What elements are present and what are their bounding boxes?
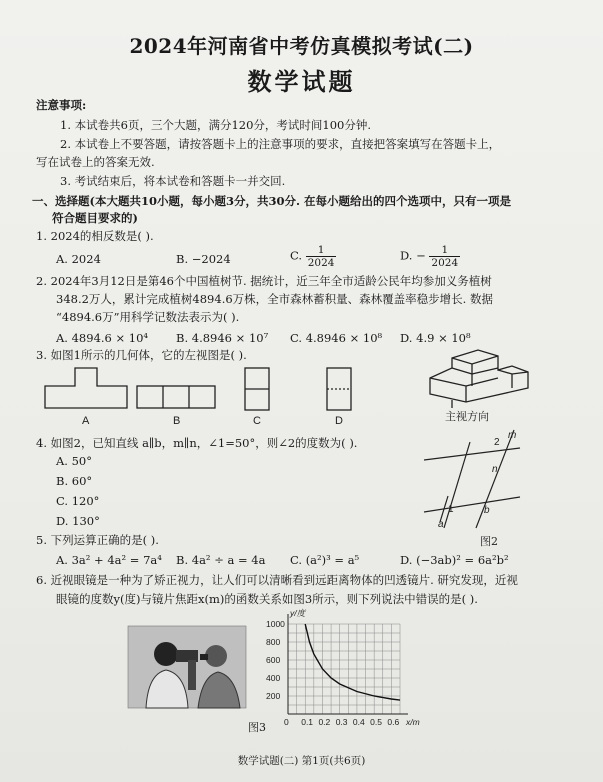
q3-label-d: D xyxy=(335,415,343,427)
y-tick-label: 1000 xyxy=(266,619,285,629)
exam-subtitle: 数学试题 xyxy=(247,67,356,96)
x-tick-label: 0.4 xyxy=(352,717,365,727)
q2-option-b: B. 4.8946 × 10⁷ xyxy=(176,331,269,345)
q3-view-b xyxy=(137,386,215,408)
note-2-cont: 写在试卷上的答案无效. xyxy=(36,155,155,169)
x-tick-label: 0.3 xyxy=(335,717,348,727)
x-axis-label: x/m xyxy=(406,717,420,727)
page-footer: 数学试题(二) 第1页(共6页) xyxy=(237,755,366,767)
q3-direction-label: 主视方向 xyxy=(445,410,489,423)
q2-line3: “4894.6万”用科学记数法表示为( ). xyxy=(56,310,240,324)
q4-angle-1: 1 xyxy=(448,504,454,515)
q1-d-fraction: $\frac{1}{2024}$ xyxy=(431,244,459,269)
q1-option-c: C. $\frac{1}{2024}$ xyxy=(290,244,335,269)
q1-option-d: D. − $\frac{1}{2024}$ xyxy=(400,244,459,269)
note-1: 1. 本试卷共6页，三个大题，满分120分，考试时间100分钟. xyxy=(60,118,371,132)
q2-option-d: D. 4.9 × 10⁸ xyxy=(400,331,471,345)
q1-option-b: B. −2024 xyxy=(176,252,231,266)
q4-stem: 4. 如图2，已知直线 a∥b，m∥n，∠1=50°，则∠2的度数为( ). xyxy=(36,436,358,450)
x-tick-label: 0.1 xyxy=(301,717,314,727)
y-tick-label: 800 xyxy=(266,637,281,647)
q4-option-b: B. 60° xyxy=(56,474,93,488)
section1-heading: 一、选择题(本大题共10小题，每小题3分，共30分. 在每小题给出的四个选项中，只有一项是 xyxy=(32,194,511,208)
q5-option-c: C. (a²)³ = a⁵ xyxy=(290,553,360,567)
y-tick-label: 600 xyxy=(266,655,281,665)
q4-label-b: b xyxy=(484,505,490,516)
q6-line2: 眼镜的度数y(度)与镜片焦距x(m)的函数关系如图3所示，则下列说法中错误的是( ). xyxy=(56,592,478,606)
q3-view-a xyxy=(45,368,127,408)
note-3: 3. 考试结束后，将本试卷和答题卡一并交回. xyxy=(60,174,286,188)
q6-fig-label: 图3 xyxy=(248,721,266,734)
q4-angle-2: 2 xyxy=(494,437,500,448)
exam-title: 2024年河南省中考仿真模拟考试(二) xyxy=(129,34,474,58)
q4-label-n: n xyxy=(492,464,498,475)
q1-c-fraction: $\frac{1}{2024}$ xyxy=(307,244,335,269)
q2-line2: 348.2万人，累计完成植树4894.6万株，全市森林蓄积量、森林覆盖率稳步增长. 数据 xyxy=(56,292,493,306)
q4-figure xyxy=(424,430,520,528)
y-tick-label: 400 xyxy=(266,673,281,683)
q5-stem: 5. 下列运算正确的是( ). xyxy=(36,533,159,547)
y-tick-label: 200 xyxy=(266,691,281,701)
series-line xyxy=(305,624,400,700)
q5-option-a: A. 3a² + 4a² = 7a⁴ xyxy=(56,553,162,567)
q6-chart xyxy=(250,604,420,734)
x-tick-label: 0.5 xyxy=(370,717,382,727)
q4-option-c: C. 120° xyxy=(56,494,100,508)
q3-label-a: A xyxy=(82,415,90,427)
q3-label-b: B xyxy=(173,415,181,427)
eye-exam-illustration xyxy=(128,626,248,722)
x-tick-label: 0.6 xyxy=(387,717,400,727)
q3-stem: 3. 如图1所示的几何体，它的左视图是( ). xyxy=(36,348,247,362)
x-tick-label: 0 xyxy=(284,717,289,727)
q1-option-a: A. 2024 xyxy=(56,252,101,266)
q3-solid-figure xyxy=(430,350,528,402)
q1-stem: 1. 2024的相反数是( ). xyxy=(36,229,154,243)
q2-option-c: C. 4.8946 × 10⁸ xyxy=(290,331,383,345)
y-axis-label: y/度 xyxy=(290,608,306,618)
notes-heading: 注意事项: xyxy=(36,98,87,112)
section1-heading-cont: 符合题目要求的) xyxy=(52,211,138,225)
q6-line1: 6. 近视眼镜是一种为了矫正视力，让人们可以清晰看到远距离物体的凹透镜片. 研究发现，近视 xyxy=(36,573,518,587)
note-2: 2. 本试卷上不要答题，请按答题卡上的注意事项的要求，直接把答案填写在答题卡上， xyxy=(60,137,501,151)
x-tick-label: 0.2 xyxy=(318,717,331,727)
q4-label-a: a xyxy=(438,519,444,530)
q4-option-a: A. 50° xyxy=(56,454,92,468)
q3-label-c: C xyxy=(253,415,261,427)
q5-option-b: B. 4a² ÷ a = 4a xyxy=(176,553,266,567)
q2-line1: 2. 2024年3月12日是第46个中国植树节. 据统计，近三年全市适龄公民年均参加义务植树 xyxy=(36,274,492,288)
q2-option-a: A. 4894.6 × 10⁴ xyxy=(56,331,149,345)
q4-option-d: D. 130° xyxy=(56,514,100,528)
q4-label-m: m xyxy=(508,430,517,441)
q5-option-d: D. (−3ab)² = 6a²b² xyxy=(400,553,509,567)
q4-fig-label: 图2 xyxy=(480,535,498,548)
